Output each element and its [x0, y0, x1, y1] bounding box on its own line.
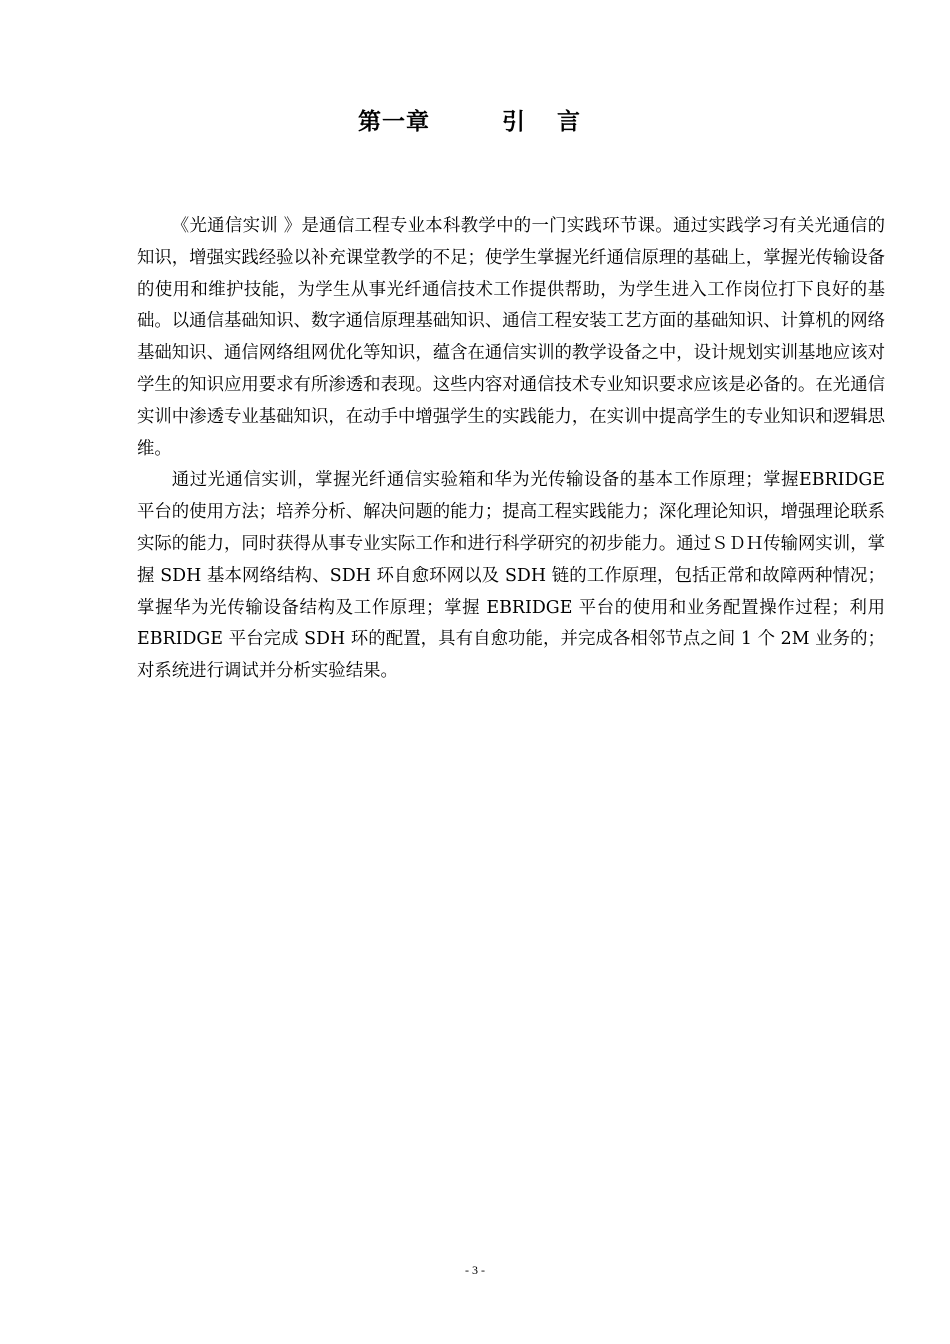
chapter-title: 引 言 — [501, 109, 592, 135]
paragraph: 《光通信实训 》是通信工程专业本科教学中的一门实践环节课。通过实践学习有关光通信的知识，增强实践经验以补充课堂教学的不足；使学生掌握光纤通信原理的基础上，掌握光传输设备的使用和维护技能，为学生从事光纤通信技术工作提供帮助，为学生进入工作岗位打下良好的基础。以通信基础知识、数字通信原理基础知识、通信工程安装工艺方面的基础知识、计算机的网络基础知识、通信网络组网优化等知识，蕴含在通信实训的教学设备之中，设计规划实训基地应该对学生的知识应用要求有所渗透和表现。这些内容对通信技术专业知识要求应该是必备的。在光通信实训中渗透专业基础知识，在动手中增强学生的实践能力，在实训中提高学生的专业知识和逻辑思维。 — [137, 216, 885, 459]
paragraph: 通过光通信实训，掌握光纤通信实验箱和华为光传输设备的基本工作原理；掌握EBRIDGE 平台的使用方法；培养分析、解决问题的能力；提高工程实践能力；深化理论知识，增强理论联系实际的能力，同时获得从事专业实际工作和进行科学研究的初步能力。通过ＳＤＨ传输网实训，掌握 SDH 基本网络结构、SDH 环自愈环网以及 SDH 链的工作原理，包括正常和故障两种情况；掌握华为光传输设备结构及工作原理；掌握 EBRIDGE 平台的使用和业务配置操作过程；利用 EBRIDGE 平台完成 SDH 环的配置，具有自愈功能，并完成各相邻节点之间 1 个 2M 业务的；对系统进行调试并分析实验结果。 — [137, 470, 885, 682]
body-text — [137, 211, 885, 688]
page-number: - 3 - — [465, 1263, 485, 1277]
chapter-number: 第一章 — [357, 109, 430, 135]
chapter-heading — [0, 104, 950, 140]
